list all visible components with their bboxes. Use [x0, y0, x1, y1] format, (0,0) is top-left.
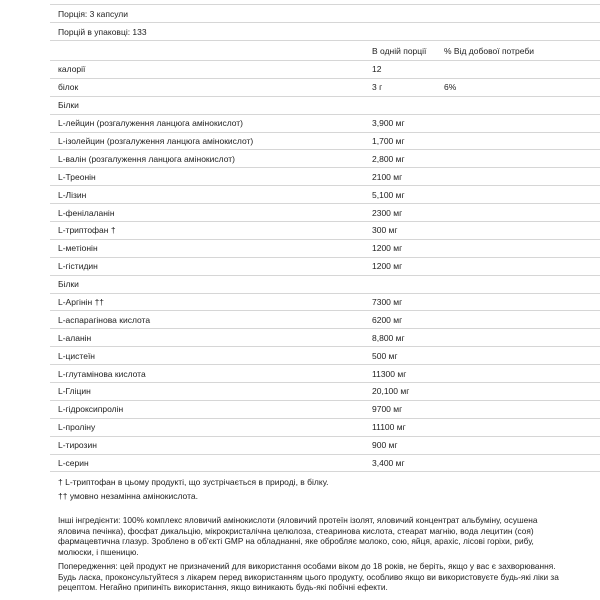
serving-size: Порція: 3 капсули: [58, 8, 128, 19]
nutrient-amount: 7300 мг: [372, 297, 403, 308]
table-row: [50, 437, 600, 455]
nutrient-name: L-триптофан †: [58, 225, 116, 236]
nutrient-name: L-глутамінова кислота: [58, 368, 146, 379]
column-header-per-serving: В одній порції: [372, 45, 427, 56]
table-row: [50, 258, 600, 276]
table-row: [50, 79, 600, 97]
supplement-facts-table: [50, 4, 600, 472]
nutrient-name: L-Лізин: [58, 189, 87, 200]
nutrient-name: L-цистеїн: [58, 350, 96, 361]
table-row: [50, 133, 600, 151]
nutrient-name: L-валін (розгалуження ланцюга амінокислот): [58, 153, 235, 164]
column-header-daily-value: % Від добової потреби: [444, 45, 534, 56]
nutrient-amount: 1200 мг: [372, 261, 403, 272]
nutrient-amount: 2100 мг: [372, 171, 403, 182]
table-row: [50, 240, 600, 258]
nutrient-name: Білки: [58, 100, 79, 111]
nutrient-name: L-аланін: [58, 332, 92, 343]
table-row: [50, 115, 600, 133]
table-row: [50, 419, 600, 437]
nutrient-amount: 500 мг: [372, 350, 398, 361]
servings-per-package-row: [50, 23, 600, 41]
nutrient-amount: 300 мг: [372, 225, 398, 236]
nutrient-amount: 20,100 мг: [372, 386, 410, 397]
nutrient-amount: 6200 мг: [372, 314, 403, 325]
other-ingredients: Інші інгредієнти: 100% комплекс яловичий амінокислоти (яловичий протеїн ізолят, яловичий концентрат альбуміну, осушена яловича печінка), фосфат дикальцію, мікрокристалічна целюлоза, стеаринова кислота, стеарат магнію, вода лецитин (соя) фармацевтична глазур. Зроблено в об'єкті GMP на обладнанні, яке обробляє молоко, сою, яйця, арахіс, лісові горіхи, рибу, молюски, і пшеницю.: [58, 515, 538, 557]
nutrient-name: L-серин: [58, 458, 89, 469]
footnote-conditionally-essential: †† умовно незамінна амінокислота.: [58, 490, 198, 501]
nutrient-name: L-метіонін: [58, 243, 98, 254]
nutrient-amount: 9700 мг: [372, 404, 403, 415]
table-row: [50, 311, 600, 329]
nutrient-daily-value: 6%: [444, 82, 457, 93]
warning-text: Попередження: цей продукт не призначений для використання особами віком до 18 років, не беріть, якщо у вас є захворювання. Будь ласка, проконсультуйтеся з лікарем перед використанням цього продукту, особливо якщо ви використовуєте будь-які ліки за рецептом. Негайно припиніть використання, якщо виникають будь-які побічні ефекти.: [58, 561, 559, 593]
table-row: [50, 61, 600, 79]
nutrient-name: L-Аргінін ††: [58, 297, 105, 308]
table-row: [50, 455, 600, 473]
nutrient-name: L-тирозин: [58, 440, 97, 451]
nutrient-amount: 900 мг: [372, 440, 398, 451]
nutrient-name: L-лейцин (розгалуження ланцюга амінокислот): [58, 118, 244, 129]
nutrient-amount: 2300 мг: [372, 207, 403, 218]
nutrient-amount: 3,400 мг: [372, 458, 405, 469]
nutrient-name: L-Треонін: [58, 171, 96, 182]
nutrient-name: Білки: [58, 279, 79, 290]
nutrient-name: L-гідроксипролін: [58, 404, 124, 415]
nutrient-amount: 11100 мг: [372, 422, 406, 433]
nutrient-amount: 3 г: [372, 82, 383, 93]
footnotes: [58, 476, 578, 503]
nutrient-name: калорії: [58, 64, 86, 75]
table-row: [50, 401, 600, 419]
nutrient-amount: 3,900 мг: [372, 118, 405, 129]
nutrient-amount: 1,700 мг: [372, 136, 405, 146]
serving-size-row: [50, 5, 600, 23]
nutrient-name: L-проліну: [58, 422, 96, 433]
table-row: [50, 276, 600, 294]
table-row: [50, 329, 600, 347]
nutrient-name: білок: [58, 82, 79, 93]
table-row: [50, 383, 600, 401]
nutrient-amount: 8,800 мг: [372, 332, 405, 343]
table-row: [50, 150, 600, 168]
servings-per-package: Порцій в упаковці: 133: [58, 26, 147, 37]
nutrient-amount: 1200 мг: [372, 243, 403, 254]
nutrient-amount: 12: [372, 64, 382, 75]
nutrient-amount: 2,800 мг: [372, 153, 405, 164]
table-header-row: [50, 41, 600, 61]
nutrient-name: L-Гліцин: [58, 386, 91, 397]
table-row: [50, 97, 600, 115]
table-row: [50, 168, 600, 186]
nutrient-name: L-гістидин: [58, 261, 98, 272]
table-row: [50, 365, 600, 383]
table-row: [50, 222, 600, 240]
footnote-tryptophan: † L-триптофан в цьому продукті, що зустрічається в природі, в білку.: [58, 477, 329, 487]
nutrient-amount: 5,100 мг: [372, 189, 405, 200]
table-row: [50, 294, 600, 312]
nutrient-name: L-ізолейцин (розгалуження ланцюга амінокислот): [58, 136, 254, 146]
table-row: [50, 347, 600, 365]
nutrient-name: L-фенілаланін: [58, 207, 115, 218]
nutrient-name: L-аспарагінова кислота: [58, 314, 151, 325]
nutrient-amount: 11300 мг: [372, 368, 407, 379]
table-row: [50, 204, 600, 222]
table-row: [50, 186, 600, 204]
nutrient-rows: [50, 61, 600, 472]
